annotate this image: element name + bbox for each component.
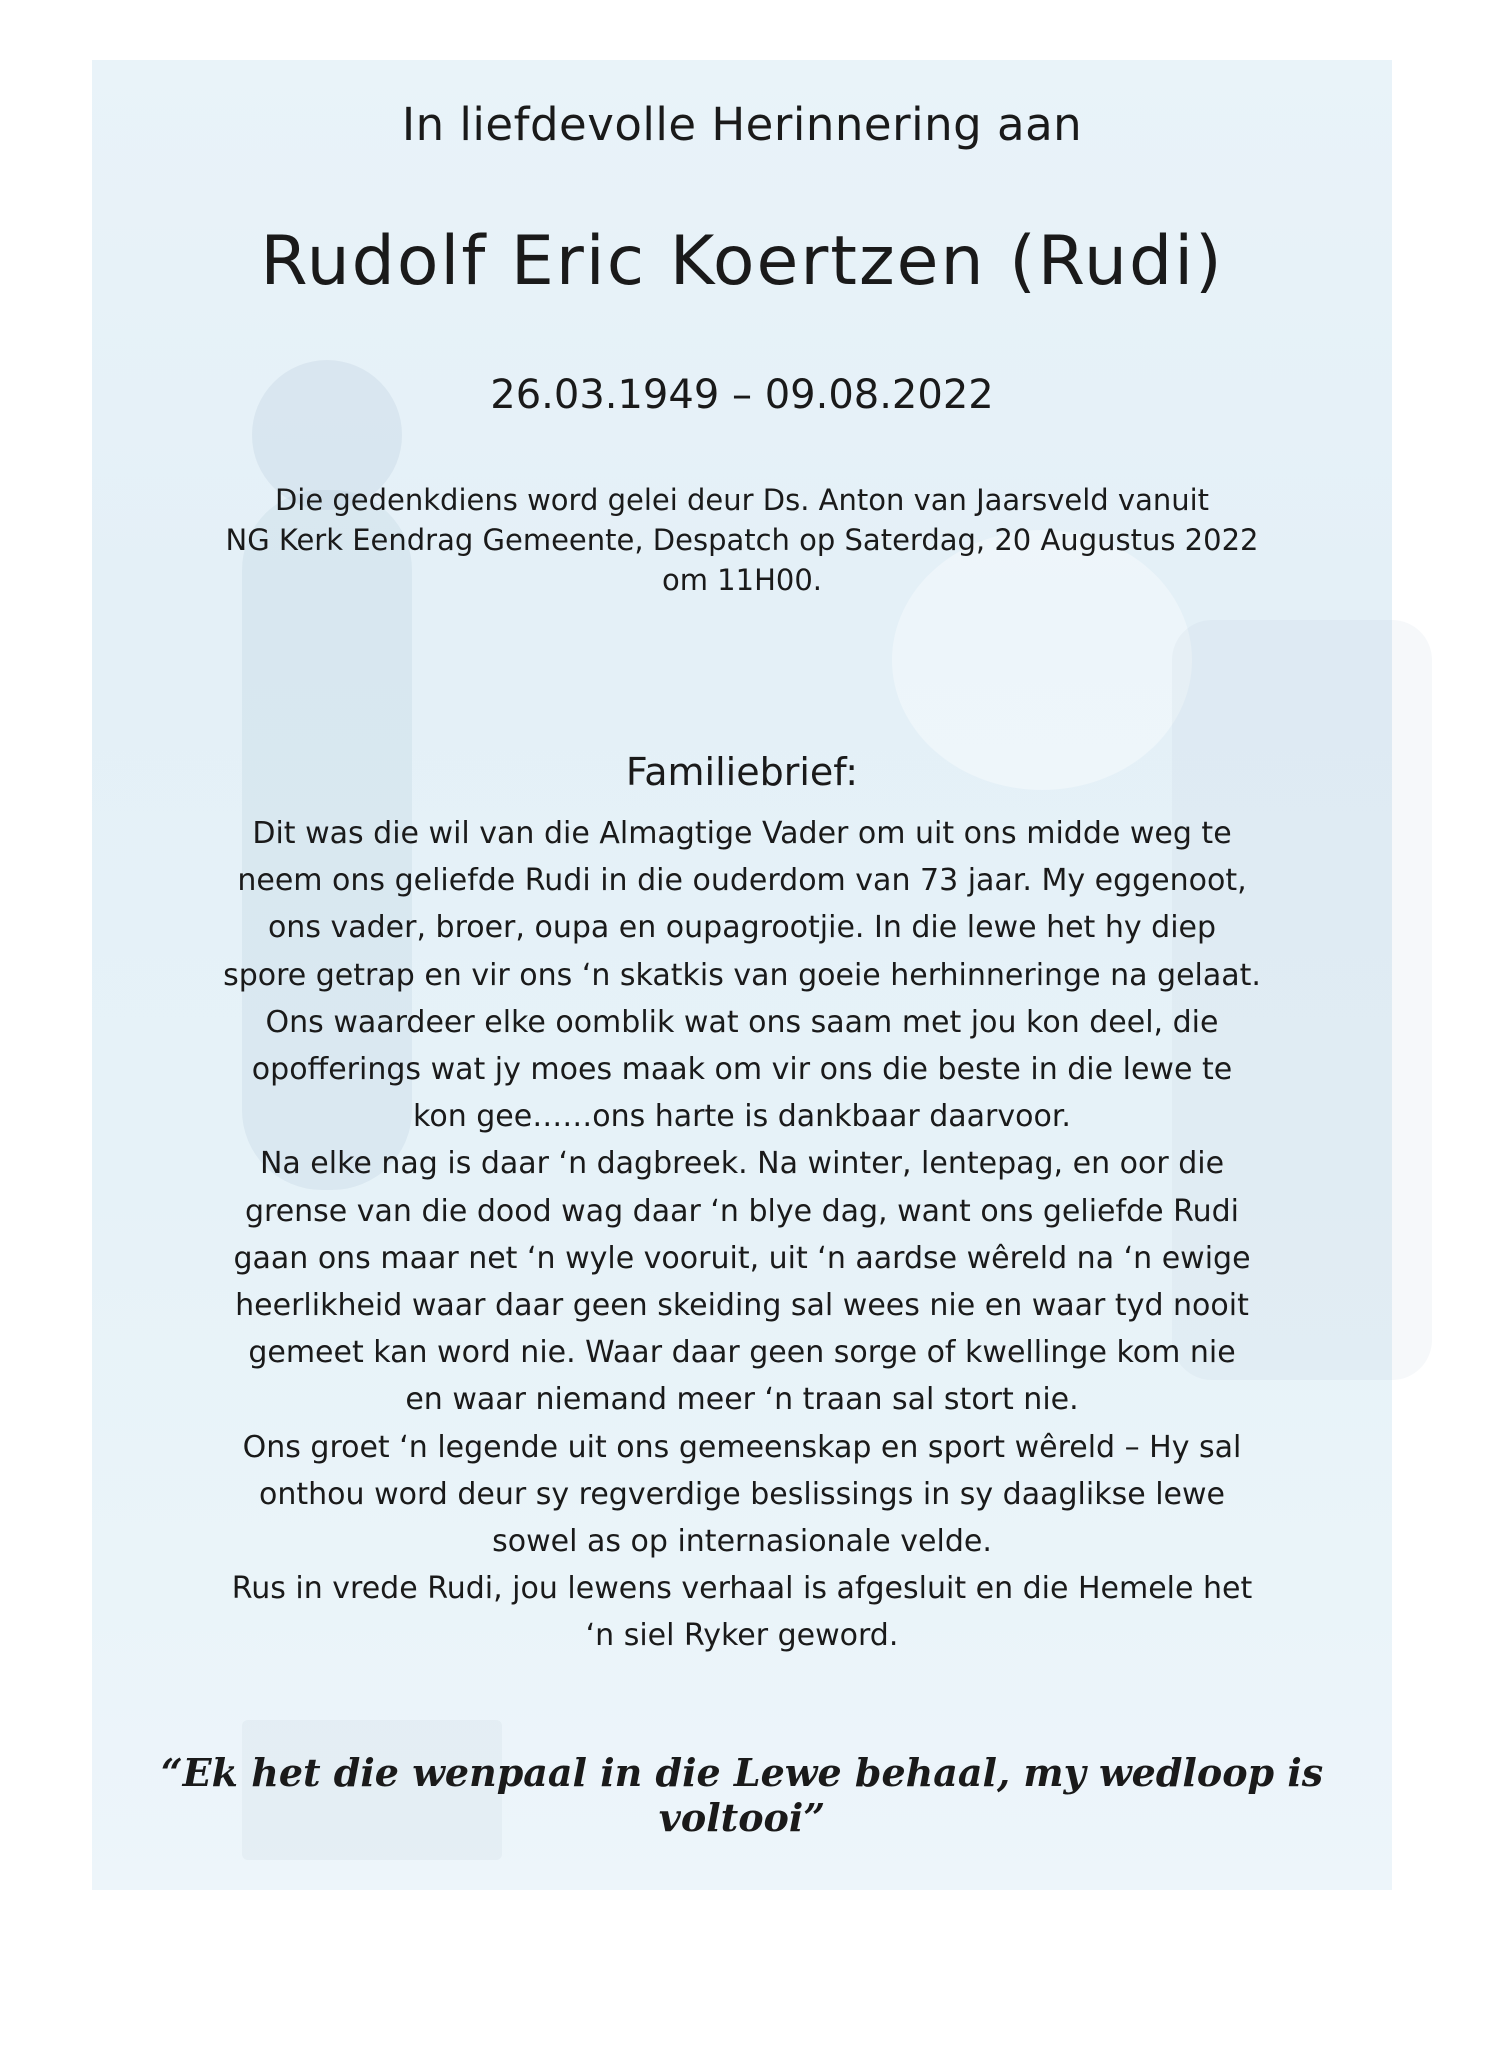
letter-line: sowel as op internasionale velde. xyxy=(492,1524,992,1560)
service-line: om 11H00. xyxy=(661,563,823,597)
letter-line: gemeet kan word nie. Waar daar geen sorge of kwellinge kom nie xyxy=(248,1335,1236,1371)
life-dates: 26.03.1949 – 09.08.2022 xyxy=(490,372,994,418)
letter-line: heerlikheid waar daar geen skeiding sal wees nie en waar tyd nooit xyxy=(235,1288,1249,1324)
family-letter-title: Familiebrief: xyxy=(625,750,859,794)
letter-line: Dit was die wil van die Almagtige Vader om uit ons midde weg te xyxy=(252,816,1232,851)
letter-line: kon gee……ons harte is dankbaar daarvoor. xyxy=(413,1099,1071,1135)
letter-line: Na elke nag is daar ‘n dagbreek. Na winter, lentepag, en oor die xyxy=(259,1146,1225,1182)
service-line: Die gedenkdiens word gelei deur Ds. Anton van Jaarsveld vanuit xyxy=(274,483,1210,517)
memorial-heading: In liefdevolle Herinnering aan xyxy=(401,98,1083,151)
letter-line: spore getrap en vir ons ‘n skatkis van goeie herhinneringe na gelaat. xyxy=(223,957,1261,993)
letter-line: gaan ons maar net ‘n wyle vooruit, uit ‘n aardse wêreld na ‘n ewige xyxy=(233,1240,1251,1276)
letter-line: Ons groet ‘n legende uit ons gemeenskap en sport wêreld – Hy sal xyxy=(242,1429,1242,1465)
service-details xyxy=(92,480,1392,600)
letter-line: onthou word deur sy regverdige beslissings in sy daaglikse lewe xyxy=(259,1476,1225,1512)
letter-line: grense van die dood wag daar ‘n blye dag, want ons geliefde Rudi xyxy=(244,1193,1239,1229)
letter-line: opofferings wat jy moes maak om vir ons die beste in die lewe te xyxy=(251,1052,1233,1088)
letter-line: neem ons geliefde Rudi in die ouderdom van 73 jaar. My eggenoot, xyxy=(237,863,1247,899)
family-letter-body xyxy=(92,810,1392,1660)
closing-quote: “Ek het die wenpaal in die Lewe behaal, my wedloop is voltooi” xyxy=(160,1750,1324,1840)
deceased-name: Rudolf Eric Koertzen (Rudi) xyxy=(260,222,1224,301)
letter-line: en waar niemand meer ‘n traan sal stort nie. xyxy=(405,1382,1079,1418)
letter-line: ‘n siel Ryker geword. xyxy=(585,1618,899,1654)
letter-line: Rus in vrede Rudi, jou lewens verhaal is afgesluit en die Hemele het xyxy=(231,1571,1253,1607)
letter-line: ons vader, broer, oupa en oupagrootjie. In die lewe het hy diep xyxy=(267,910,1217,946)
letter-line: Ons waardeer elke oomblik wat ons saam met jou kon deel, die xyxy=(265,1004,1219,1040)
service-line: NG Kerk Eendrag Gemeente, Despatch op Saterdag, 20 Augustus 2022 xyxy=(225,523,1259,557)
